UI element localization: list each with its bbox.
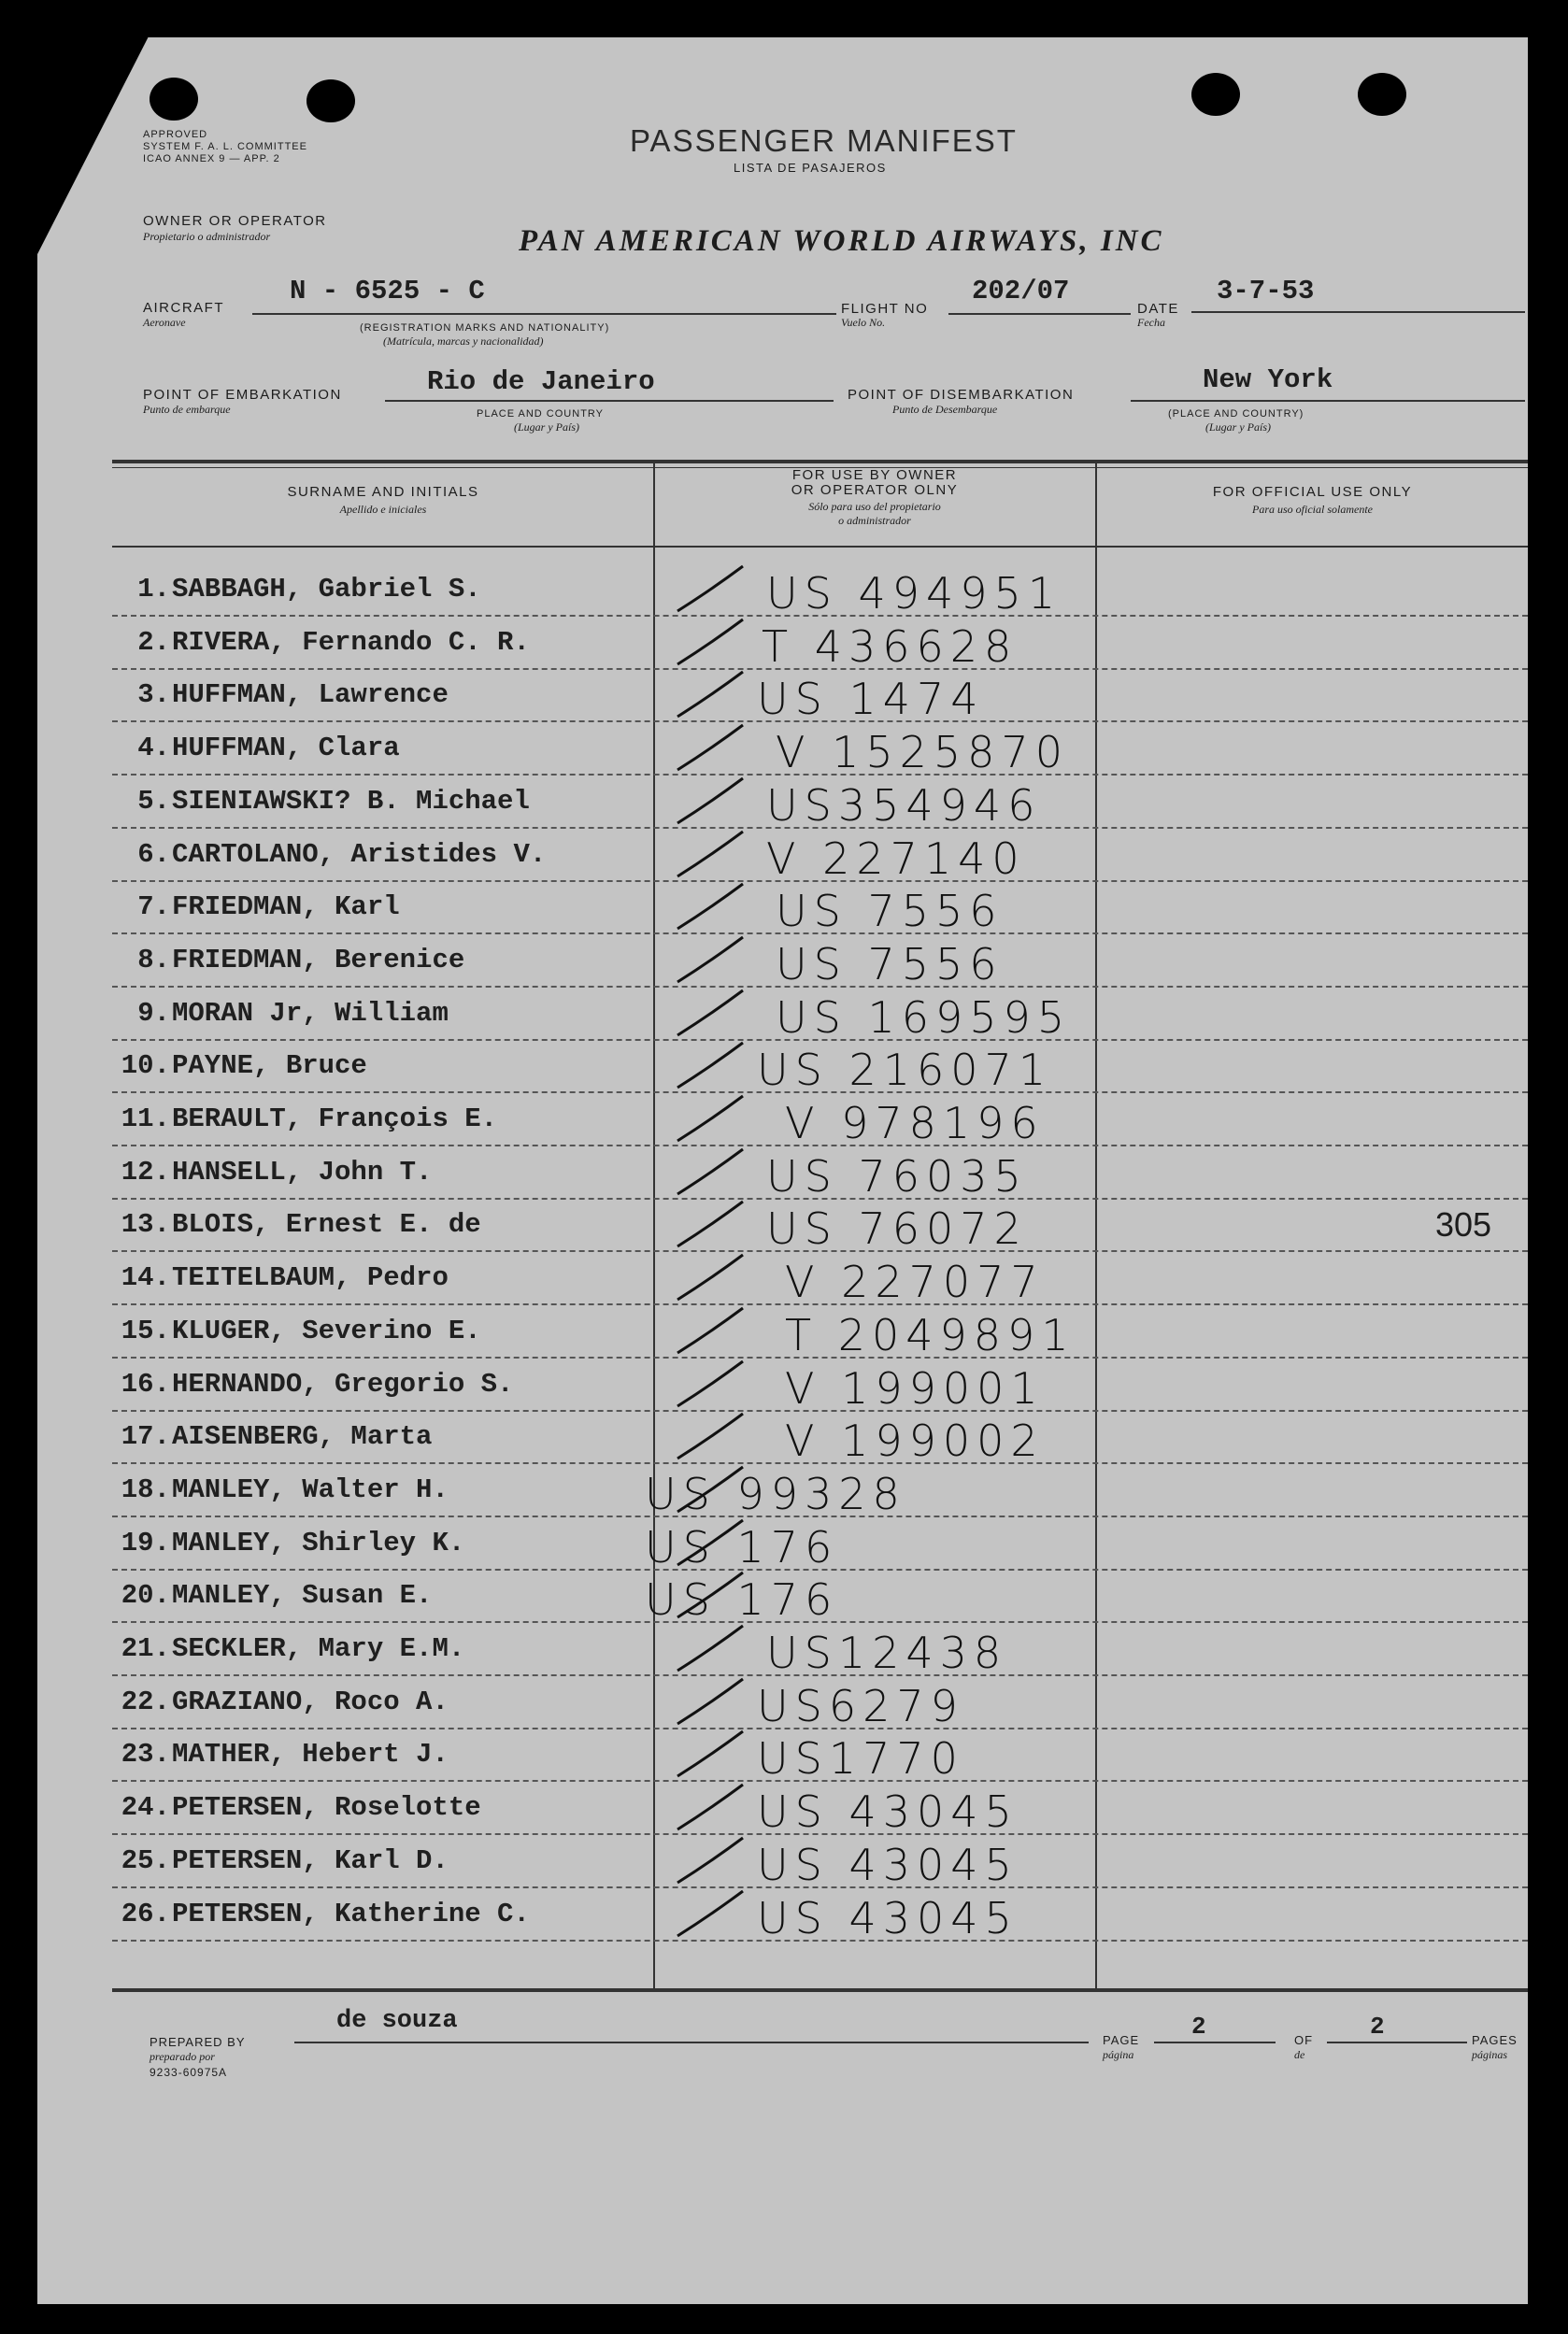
- table-row: [112, 1569, 1528, 1626]
- approved-text: APPROVED: [143, 129, 208, 140]
- table-row: [112, 1834, 1528, 1888]
- place-caption: PLACE AND COUNTRY: [477, 408, 604, 420]
- table-row: [112, 1410, 1528, 1467]
- col-header-surname: SURNAME AND INITIALS: [287, 484, 479, 500]
- passport-number: V 227077: [785, 1257, 1045, 1308]
- check-mark-icon: [673, 828, 766, 882]
- of-value: 2: [1370, 2013, 1385, 2041]
- check-mark-icon: [673, 721, 766, 776]
- passenger-name: TEITELBAUM, Pedro: [172, 1262, 449, 1294]
- embarkation-label: POINT OF EMBARKATION: [143, 387, 342, 403]
- col-header-owner-2: OR OPERATOR OLNY: [791, 482, 959, 498]
- table-row: [112, 1781, 1528, 1838]
- passport-number: US 76035: [766, 1150, 1028, 1202]
- passport-number: US12438: [766, 1628, 1008, 1678]
- table-row: [112, 1358, 1528, 1412]
- page-label: PAGE: [1103, 2033, 1140, 2047]
- table-row: [112, 1304, 1528, 1359]
- place-caption-es: (Lugar y País): [514, 420, 579, 434]
- row-number: 15.: [121, 1315, 170, 1346]
- aircraft-value: N - 6525 - C: [290, 276, 485, 306]
- passport-number: US 176: [645, 1574, 839, 1626]
- of-label-es: de: [1294, 2048, 1305, 2061]
- table-row: [112, 1251, 1528, 1308]
- passport-number: V 199002: [785, 1416, 1045, 1467]
- row-number: 6.: [137, 838, 170, 870]
- manifest-paper: [37, 37, 1528, 2304]
- row-divider: [112, 1940, 1528, 1942]
- table-row: [112, 1728, 1528, 1785]
- passport-number: US 7556: [776, 886, 1004, 937]
- approval-block: [143, 129, 307, 165]
- passenger-name: BERAULT, François E.: [172, 1103, 498, 1134]
- row-number: 16.: [121, 1368, 170, 1400]
- table-row: [112, 1198, 1528, 1255]
- passport-number: US1770: [757, 1733, 964, 1785]
- page-subtitle: LISTA DE PASAJEROS: [734, 161, 887, 175]
- table-row: [112, 1622, 1528, 1676]
- row-number: 23.: [121, 1739, 170, 1771]
- passenger-name: PETERSEN, Roselotte: [172, 1792, 481, 1824]
- passenger-name: FRIEDMAN, Berenice: [172, 944, 465, 975]
- check-mark-icon: [673, 1304, 766, 1359]
- table-row: [112, 828, 1528, 882]
- check-mark-icon: [673, 933, 766, 988]
- passport-number: US354946: [766, 779, 1042, 831]
- check-mark-icon: [673, 1675, 766, 1729]
- row-number: 3.: [137, 679, 170, 711]
- row-number: 14.: [121, 1262, 170, 1294]
- operator-name: PAN AMERICAN WORLD AIRWAYS, INC: [519, 224, 1164, 258]
- table-top-rule: [112, 460, 1528, 463]
- table-row: [112, 1092, 1528, 1146]
- flight-underline: [948, 313, 1131, 315]
- passport-number: T 2049891: [785, 1309, 1076, 1360]
- page-value: 2: [1191, 2013, 1206, 2041]
- row-number: 10.: [121, 1050, 170, 1082]
- row-number: 25.: [121, 1844, 170, 1876]
- passport-number: V 978196: [785, 1098, 1045, 1148]
- of-label: OF: [1294, 2033, 1314, 2047]
- table-row: [112, 880, 1528, 937]
- check-mark-icon: [673, 1887, 766, 1942]
- passenger-name: HERNANDO, Gregorio S.: [172, 1368, 514, 1400]
- page-underline: [1154, 2042, 1276, 2043]
- date-underline: [1191, 311, 1525, 313]
- committee-text: SYSTEM F. A. L. COMMITTEE: [143, 141, 307, 152]
- passenger-name: AISENBERG, Marta: [172, 1421, 433, 1453]
- table-row: [112, 1887, 1528, 1942]
- passport-number: US 176: [645, 1521, 839, 1573]
- table-row: [112, 1463, 1528, 1517]
- row-number: 11.: [121, 1103, 170, 1134]
- torn-corner: [36, 36, 149, 256]
- row-number: 8.: [137, 944, 170, 975]
- passenger-name: CARTOLANO, Aristides V.: [172, 838, 547, 870]
- passenger-name: MANLEY, Shirley K.: [172, 1527, 465, 1558]
- passenger-name: RIVERA, Fernando C. R.: [172, 626, 530, 658]
- passenger-name: MATHER, Hebert J.: [172, 1739, 449, 1771]
- page-label-es: página: [1103, 2048, 1134, 2061]
- row-number: 7.: [137, 891, 170, 923]
- flight-value: 202/07: [972, 276, 1070, 306]
- passport-number: US 494951: [766, 568, 1062, 619]
- passenger-name: HANSELL, John T.: [172, 1156, 433, 1188]
- table-row: [112, 1039, 1528, 1096]
- table-bottom-rule: [112, 1988, 1528, 1992]
- disembarkation-underline: [1131, 400, 1525, 402]
- place-caption-2-es: (Lugar y País): [1205, 420, 1271, 434]
- punch-hole: [1358, 73, 1406, 116]
- date-label: DATE: [1137, 301, 1179, 317]
- check-mark-icon: [673, 1834, 766, 1888]
- passenger-name: BLOIS, Ernest E. de: [172, 1209, 481, 1241]
- col-header-surname-es: Apellido e iniciales: [339, 503, 427, 516]
- row-number: 5.: [137, 785, 170, 817]
- disembarkation-value: New York: [1203, 364, 1333, 395]
- passenger-name: MANLEY, Susan E.: [172, 1580, 433, 1612]
- passenger-name: GRAZIANO, Roco A.: [172, 1686, 449, 1717]
- of-underline: [1327, 2042, 1467, 2043]
- passport-number: V 1525870: [776, 727, 1069, 778]
- check-mark-icon: [673, 668, 766, 722]
- table-row: [112, 987, 1528, 1041]
- passport-number: US6279: [757, 1680, 964, 1731]
- check-mark-icon: [673, 562, 766, 617]
- row-number: 24.: [121, 1792, 170, 1824]
- passport-number: T 436628: [762, 620, 1019, 672]
- passport-number: US 216071: [757, 1045, 1053, 1096]
- check-mark-icon: [673, 987, 766, 1041]
- passenger-name: SABBAGH, Gabriel S.: [172, 574, 481, 605]
- row-number: 18.: [121, 1473, 170, 1505]
- punch-hole: [150, 78, 198, 121]
- passenger-name: MORAN Jr, William: [172, 997, 449, 1029]
- check-mark-icon: [673, 1622, 766, 1676]
- place-caption-2: (PLACE AND COUNTRY): [1168, 408, 1304, 420]
- row-number: 13.: [121, 1209, 170, 1241]
- check-mark-icon: [673, 1728, 766, 1782]
- passenger-name: HUFFMAN, Clara: [172, 733, 400, 764]
- passenger-name: PAYNE, Bruce: [172, 1050, 367, 1082]
- embarkation-label-es: Punto de embarque: [143, 403, 231, 416]
- aircraft-label-es: Aeronave: [143, 316, 186, 329]
- passport-number: V 199001: [785, 1362, 1045, 1414]
- punch-hole: [306, 79, 355, 122]
- check-mark-icon: [673, 1410, 766, 1464]
- prepared-underline: [294, 2042, 1089, 2043]
- table-row: [112, 1146, 1528, 1200]
- passport-number: V 227140: [766, 833, 1026, 884]
- prepared-label: PREPARED BY: [150, 2035, 246, 2049]
- passenger-name: PETERSEN, Katherine C.: [172, 1898, 530, 1929]
- passport-number: US 169595: [776, 991, 1072, 1043]
- aircraft-underline: [252, 313, 836, 315]
- table-row: [112, 775, 1528, 829]
- passenger-name: KLUGER, Severino E.: [172, 1315, 481, 1346]
- passenger-name: FRIEDMAN, Karl: [172, 891, 400, 923]
- table-row: [112, 668, 1528, 725]
- table-row: [112, 616, 1528, 670]
- date-label-es: Fecha: [1137, 316, 1165, 329]
- embarkation-underline: [385, 400, 834, 402]
- passenger-name: SIENIAWSKI? B. Michael: [172, 785, 530, 817]
- check-mark-icon: [673, 1358, 766, 1412]
- passport-number: US 76072: [766, 1203, 1028, 1255]
- table-row: [112, 1675, 1528, 1729]
- flight-label-es: Vuelo No.: [841, 316, 886, 329]
- punch-hole: [1191, 73, 1240, 116]
- check-mark-icon: [673, 880, 766, 934]
- table-row: [112, 933, 1528, 988]
- passport-number: US 43045: [757, 1839, 1019, 1890]
- row-number: 19.: [121, 1527, 170, 1558]
- row-number: 21.: [121, 1633, 170, 1664]
- row-number: 2.: [137, 626, 170, 658]
- page-title: PASSENGER MANIFEST: [630, 123, 1018, 158]
- check-mark-icon: [673, 1781, 766, 1835]
- col-header-owner-es-1: Sólo para uso del propietario: [808, 500, 941, 513]
- table-header-rule: [112, 546, 1528, 548]
- check-mark-icon: [673, 1146, 766, 1200]
- registration-caption: (REGISTRATION MARKS AND NATIONALITY): [360, 322, 610, 334]
- icao-text: ICAO ANNEX 9 — APP. 2: [143, 153, 280, 164]
- table-row: [112, 562, 1528, 617]
- owner-label-es: Propietario o administrador: [143, 230, 271, 243]
- prepared-label-es: preparado por: [150, 2050, 215, 2063]
- passenger-name: MANLEY, Walter H.: [172, 1473, 449, 1505]
- passport-number: US 1474: [757, 674, 985, 725]
- prepared-value: de souza: [336, 2007, 458, 2035]
- check-mark-icon: [673, 616, 766, 670]
- row-number: 20.: [121, 1580, 170, 1612]
- row-number: 4.: [137, 733, 170, 764]
- check-mark-icon: [673, 1198, 766, 1252]
- col-header-owner-es-2: o administrador: [838, 514, 911, 527]
- check-mark-icon: [673, 1039, 766, 1093]
- pages-label-es: páginas: [1472, 2048, 1508, 2061]
- passport-number: US 99328: [645, 1468, 906, 1519]
- row-number: 12.: [121, 1156, 170, 1188]
- disembarkation-label-es: Punto de Desembarque: [892, 403, 998, 416]
- col-header-official: FOR OFFICIAL USE ONLY: [1212, 484, 1413, 500]
- embarkation-value: Rio de Janeiro: [427, 366, 655, 397]
- col-header-owner-1: FOR USE BY OWNER: [791, 467, 958, 483]
- row-number: 26.: [121, 1898, 170, 1929]
- col-header-official-es: Para uso oficial solamente: [1252, 503, 1373, 516]
- passport-number: US 43045: [757, 1892, 1019, 1943]
- table-row: [112, 721, 1528, 776]
- table-row: [112, 1516, 1528, 1571]
- passport-number: US 43045: [757, 1786, 1019, 1838]
- check-mark-icon: [673, 775, 766, 829]
- registration-caption-es: (Matrícula, marcas y nacionalidad): [383, 334, 544, 348]
- passport-number: US 7556: [776, 938, 1004, 989]
- date-value: 3-7-53: [1217, 276, 1315, 306]
- row-number: 22.: [121, 1686, 170, 1717]
- aircraft-label: AIRCRAFT: [143, 300, 224, 316]
- row-number: 17.: [121, 1421, 170, 1453]
- passenger-name: HUFFMAN, Lawrence: [172, 679, 449, 711]
- check-mark-icon: [673, 1092, 766, 1146]
- flight-label: FLIGHT NO: [841, 301, 929, 317]
- disembarkation-label: POINT OF DISEMBARKATION: [848, 387, 1075, 403]
- owner-label: OWNER OR OPERATOR: [143, 213, 327, 229]
- row-number: 1.: [137, 574, 170, 605]
- form-number: 9233-60975A: [150, 2066, 228, 2079]
- passenger-name: SECKLER, Mary E.M.: [172, 1633, 465, 1664]
- check-mark-icon: [673, 1251, 766, 1305]
- official-note: 305: [1435, 1205, 1492, 1245]
- passenger-name: PETERSEN, Karl D.: [172, 1844, 449, 1876]
- pages-label: PAGES: [1472, 2033, 1518, 2047]
- row-number: 9.: [137, 997, 170, 1029]
